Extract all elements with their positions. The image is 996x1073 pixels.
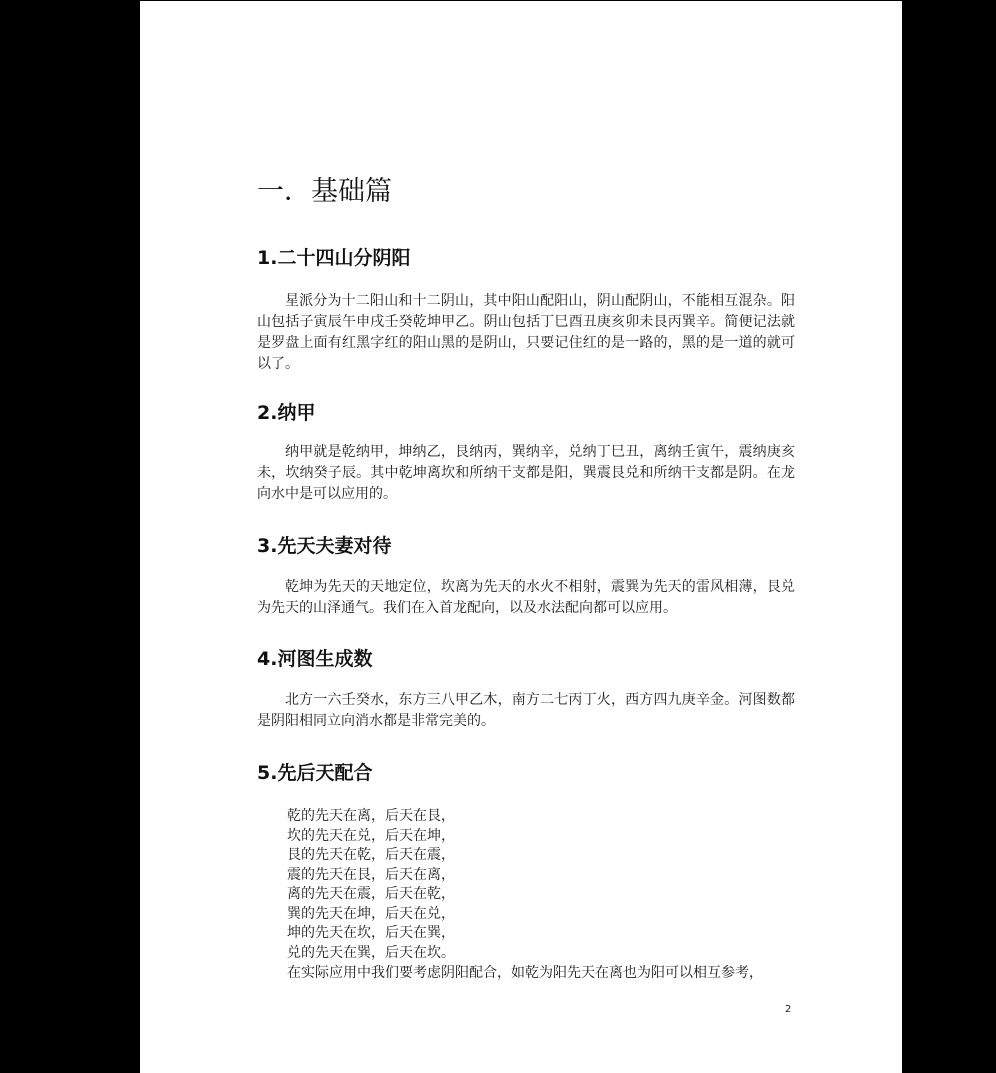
pairing-line: 艮的先天在乾，后天在震， [287,847,455,863]
section-heading-5: 5.先后天配合 [257,762,373,784]
pairing-line: 乾的先天在离，后天在艮， [287,808,455,824]
section-heading-2: 2.纳甲 [257,402,316,424]
pairing-list [287,807,455,963]
document-page [140,1,902,1073]
section-heading-4: 4.河图生成数 [257,648,373,670]
section-body-5-continuation: 在实际应用中我们要考虑阴阳配合，如乾为阳先天在离也为阳可以相互参考， [287,965,763,981]
pairing-line: 离的先天在震，后天在乾， [287,886,455,902]
section-body-3: 乾坤为先天的天地定位，坎离为先天的水火不相射，震巽为先天的雷风相薄，艮兑为先天的山泽通气。我们在入首龙配向，以及水法配向都可以应用。 [257,579,795,616]
chapter-title: 一．基础篇 [257,176,392,207]
section-body-1: 星派分为十二阳山和十二阴山，其中阳山配阳山，阴山配阴山，不能相互混杂。阳山包括子寅辰午申戌壬癸乾坤甲乙。阴山包括丁巳酉丑庚亥卯未艮丙巽辛。简便记法就是罗盘上面有红黑字红的阳山黑的是阴山，只要记住红的是一路的，黑的是一道的就可以了。 [257,293,795,372]
section-body-4: 北方一六壬癸水，东方三八甲乙木，南方二七丙丁火，西方四九庚辛金。河图数都是阴阳相同立向消水都是非常完美的。 [257,692,795,729]
pairing-line: 巽的先天在坤，后天在兑， [287,905,455,922]
pairing-line: 坤的先天在坎，后天在巽， [287,925,455,941]
pairing-line: 兑的先天在巽，后天在坎。 [287,944,455,961]
pairing-line: 震的先天在艮，后天在离， [287,866,455,883]
section-heading-1: 1.二十四山分阴阳 [257,247,411,269]
section-heading-3: 3.先天夫妻对待 [257,535,392,557]
pairing-line: 坎的先天在兑，后天在坤， [287,827,455,844]
section-body-2: 纳甲就是乾纳甲，坤纳乙，艮纳丙，巽纳辛，兑纳丁巳丑，离纳壬寅午，震纳庚亥未，坎纳癸子辰。其中乾坤离坎和所纳干支都是阳，巽震艮兑和所纳干支都是阴。在龙向水中是可以应用的。 [257,444,795,502]
page-number: 2 [785,1004,792,1015]
